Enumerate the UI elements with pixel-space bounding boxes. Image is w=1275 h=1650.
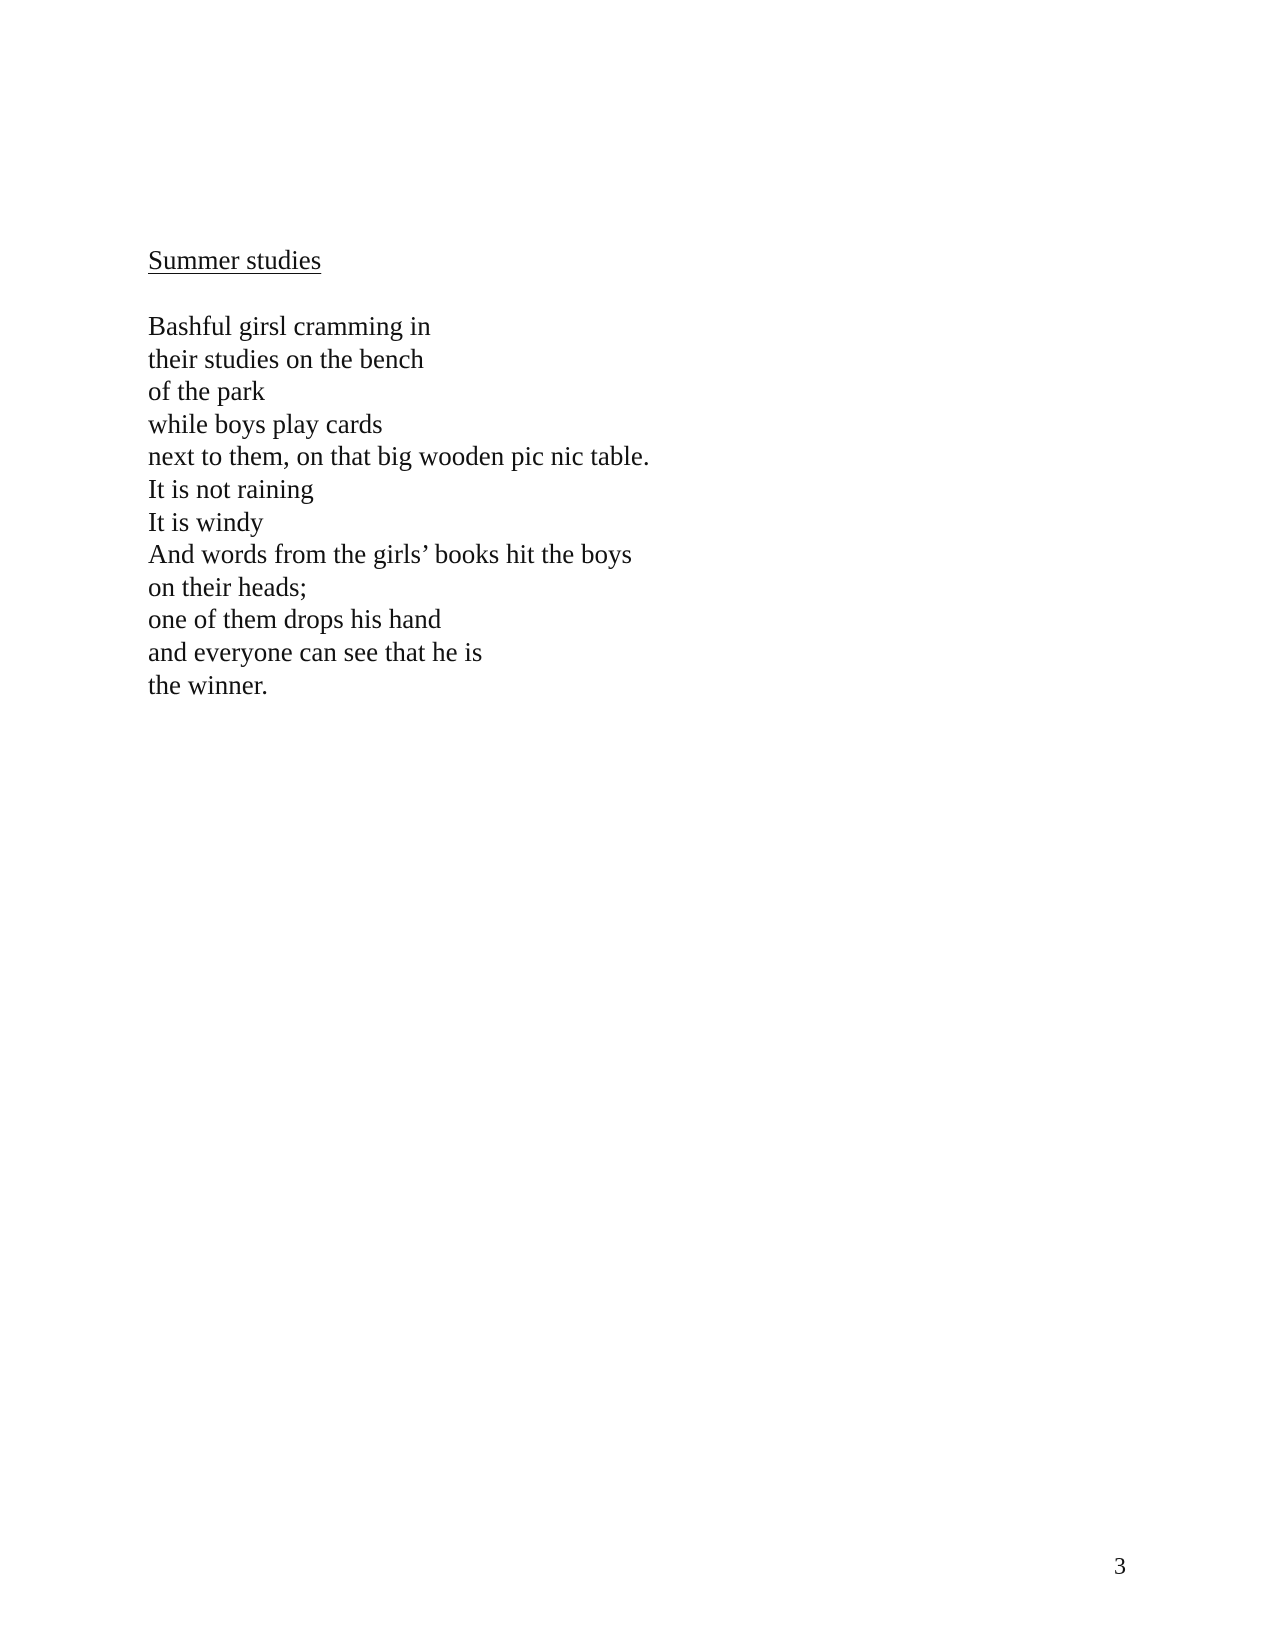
poem-line: and everyone can see that he is — [148, 636, 483, 667]
poem-line: It is windy — [148, 506, 264, 537]
poem-title: Summer studies — [148, 245, 322, 275]
poem-line: one of them drops his hand — [148, 604, 442, 635]
poem-line: their studies on the bench — [148, 343, 424, 374]
poem-line: next to them, on that big wooden pic nic table. — [148, 441, 650, 472]
poem-line: And words from the girls’ books hit the boys — [148, 539, 632, 570]
poem-line: of the park — [148, 376, 265, 407]
poem-line: Bashful girsl cramming in — [148, 311, 431, 341]
poem-line: the winner. — [148, 669, 268, 700]
poem-body — [148, 310, 650, 701]
poem-line: It is not raining — [148, 473, 314, 504]
poem-line: while boys play cards — [148, 408, 383, 439]
poem-line: on their heads; — [148, 571, 307, 602]
page-number: 3 — [1114, 1554, 1126, 1580]
